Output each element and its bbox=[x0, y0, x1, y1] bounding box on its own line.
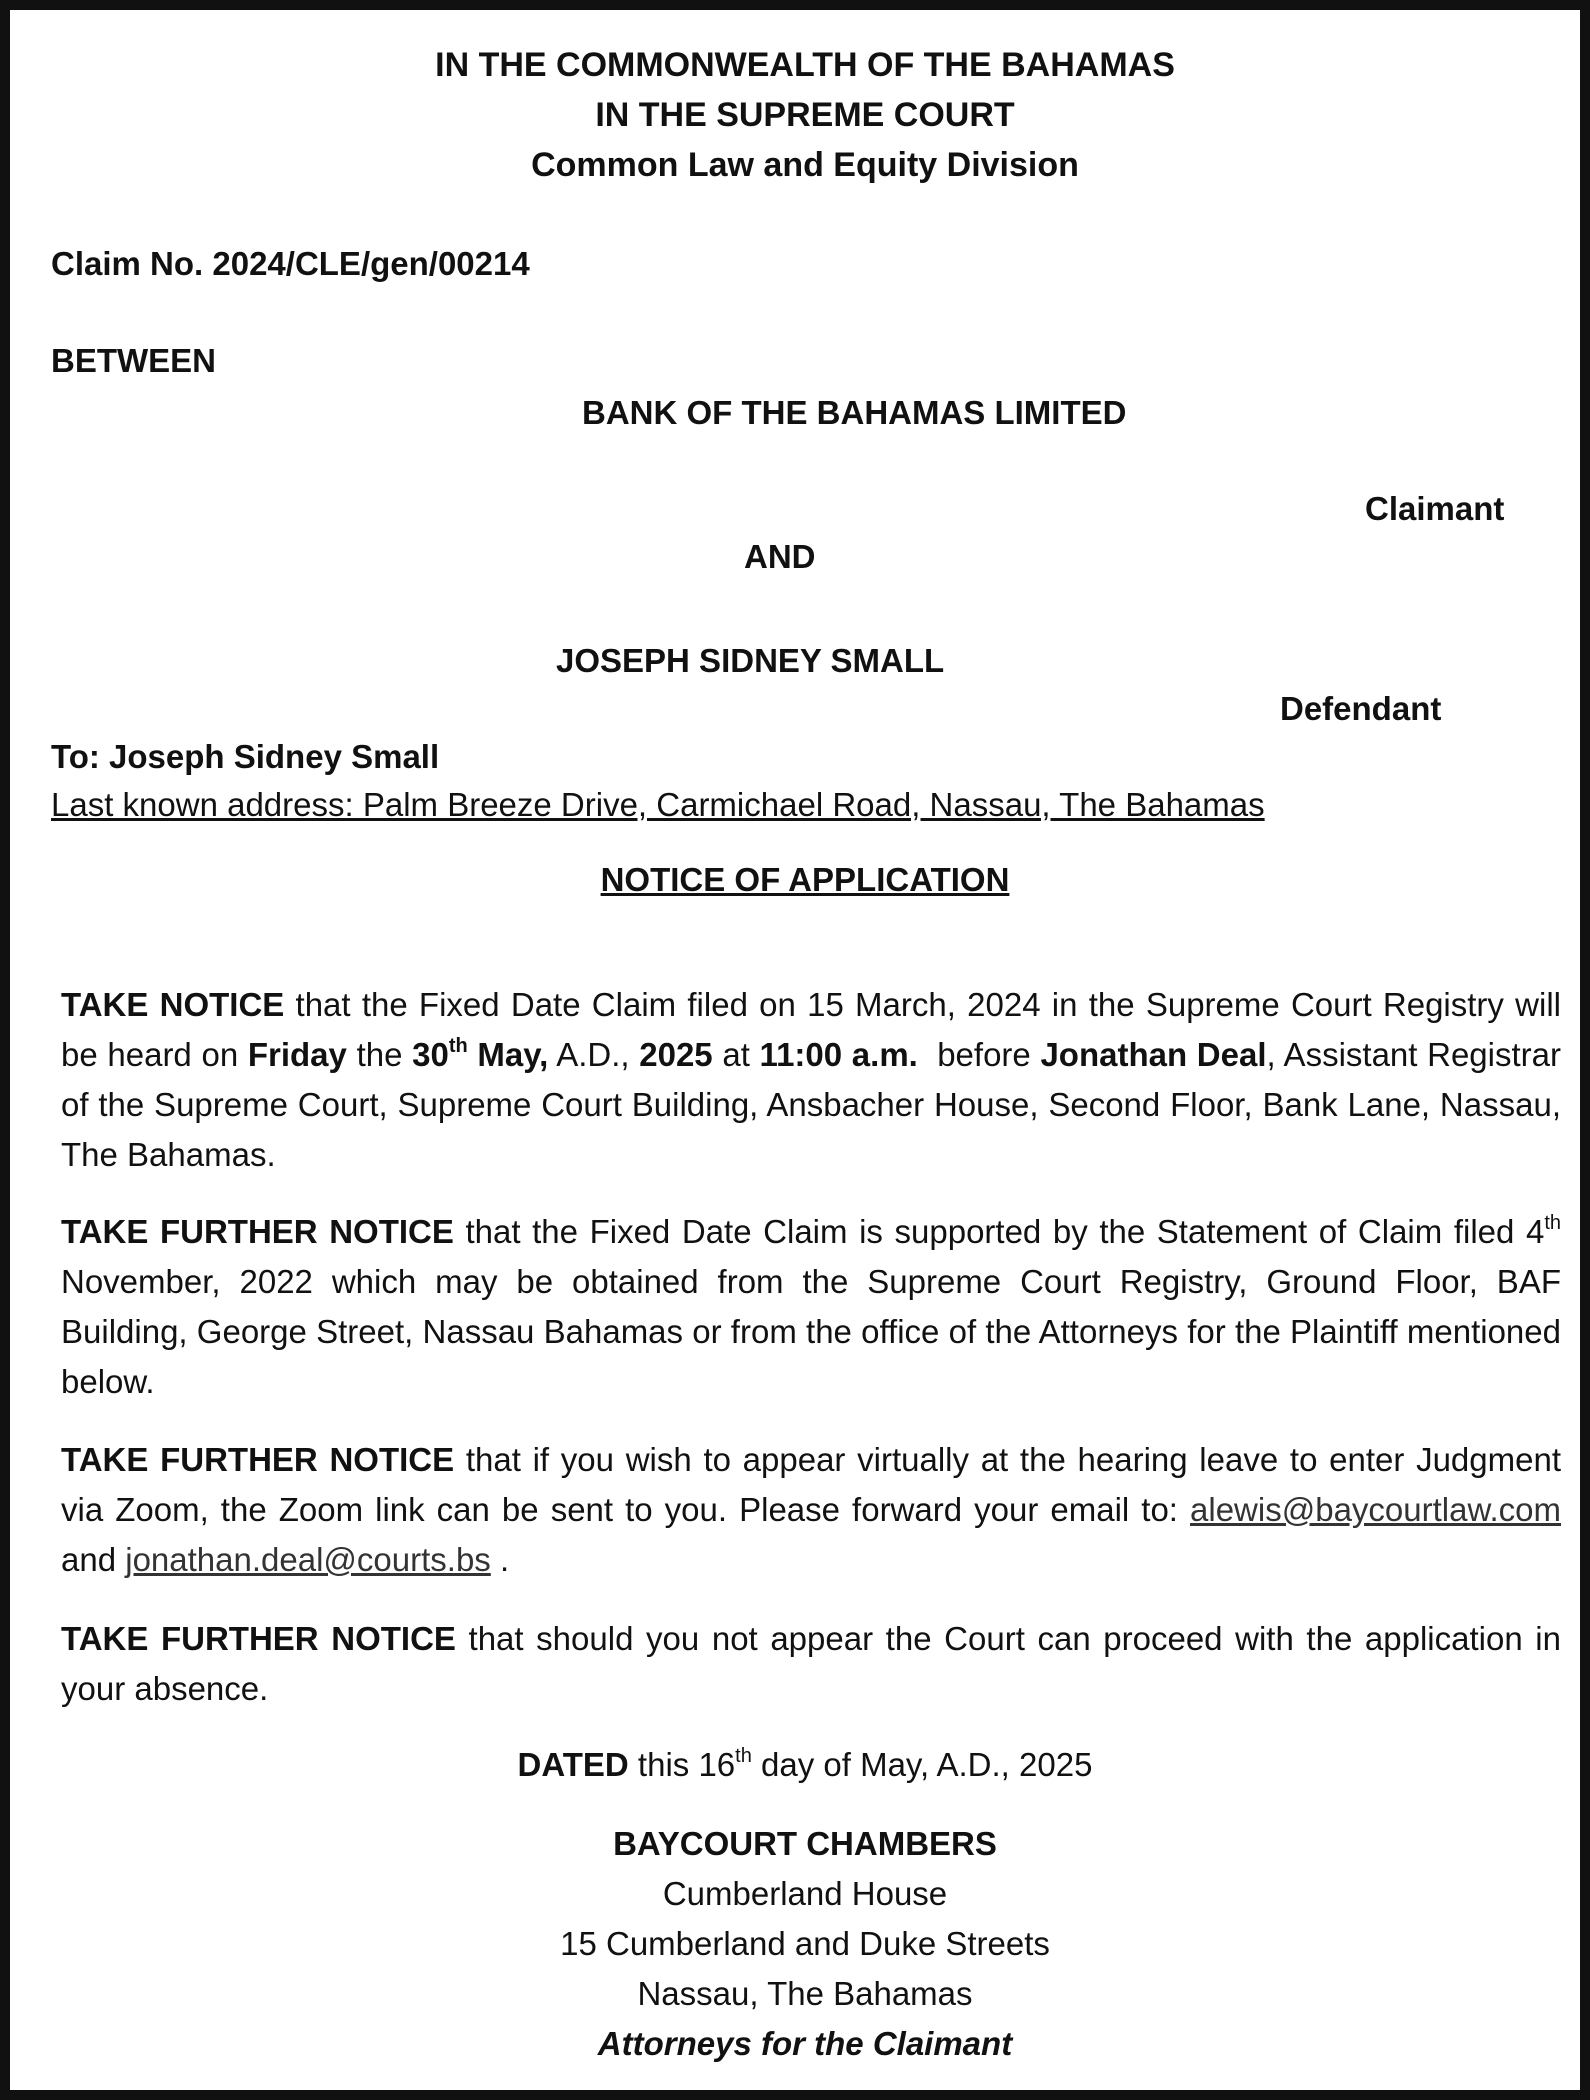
heading-line-1: IN THE COMMONWEALTH OF THE BAHAMAS bbox=[435, 46, 1175, 84]
between-label: BETWEEN bbox=[51, 342, 216, 379]
attorneys-role: Attorneys for the Claimant bbox=[597, 2025, 1013, 2062]
dated-line: DATED this 16th day of May, A.D., 2025 bbox=[517, 1745, 1093, 1783]
claim-number: Claim No. 2024/CLE/gen/00214 bbox=[51, 245, 530, 282]
claimant-name: BANK OF THE BAHAMAS LIMITED bbox=[582, 394, 1127, 431]
email-link-alewis[interactable]: alewis@baycourtlaw.com bbox=[1190, 1491, 1561, 1528]
p2-lead: TAKE FURTHER NOTICE bbox=[61, 1213, 454, 1250]
recipient: To: Joseph Sidney Small bbox=[51, 738, 440, 775]
email-link-jonathan-deal[interactable]: jonathan.deal@courts.bs bbox=[125, 1541, 491, 1578]
heading-line-2: IN THE SUPREME COURT bbox=[595, 96, 1015, 134]
notice-title: NOTICE OF APPLICATION bbox=[600, 861, 1010, 898]
claimant-label: Claimant bbox=[1365, 490, 1505, 527]
heading-line-3: Common Law and Equity Division bbox=[531, 146, 1079, 184]
paragraph-further-notice-1: TAKE FURTHER NOTICE that the Fixed Date Claim is supported by the Statement of Claim filed 4th November, 2022 which may be obtained from the Supreme Court Registry, Ground Floor, BAF Building, George Street, Nassau Bahamas or from the office of the Attorneys for the Plaintiff mentioned below. bbox=[61, 1212, 1561, 1400]
and-label: AND bbox=[744, 538, 816, 575]
defendant-label: Defendant bbox=[1280, 690, 1442, 727]
p4-lead: TAKE FURTHER NOTICE bbox=[61, 1620, 456, 1657]
paragraph-further-notice-3: TAKE FURTHER NOTICE that should you not appear the Court can proceed with the application in your absence. bbox=[61, 1620, 1561, 1707]
firm-name: BAYCOURT CHAMBERS bbox=[613, 1825, 997, 1862]
firm-address-line-1: Cumberland House bbox=[662, 1875, 948, 1912]
defendant-name: JOSEPH SIDNEY SMALL bbox=[556, 642, 945, 679]
firm-address-line-2: 15 Cumberland and Duke Streets bbox=[560, 1925, 1050, 1962]
paragraph-further-notice-2: TAKE FURTHER NOTICE that if you wish to appear virtually at the hearing leave to enter Judgment via Zoom, the Zoom link can be sent to you. Please forward your email to: alewis@baycourtlaw.com and jonathan.deal@courts.bs . bbox=[61, 1441, 1561, 1578]
p1-lead: TAKE NOTICE bbox=[61, 986, 285, 1023]
paragraph-take-notice: TAKE NOTICE that the Fixed Date Claim filed on 15 March, 2024 in the Supreme Court Registry will be heard on Friday the 30th May, A.D., 2025 at 11:00 a.m. before Jonathan Deal, Assistant Registrar of the Supreme Court, Supreme Court Building, Ansbacher House, Second Floor, Bank Lane, Nassau, The Bahamas. bbox=[61, 986, 1561, 1173]
p3-lead: TAKE FURTHER NOTICE bbox=[61, 1441, 455, 1478]
firm-address-line-3: Nassau, The Bahamas bbox=[637, 1975, 973, 2012]
last-known-address: Last known address: Palm Breeze Drive, Carmichael Road, Nassau, The Bahamas bbox=[51, 786, 1265, 823]
